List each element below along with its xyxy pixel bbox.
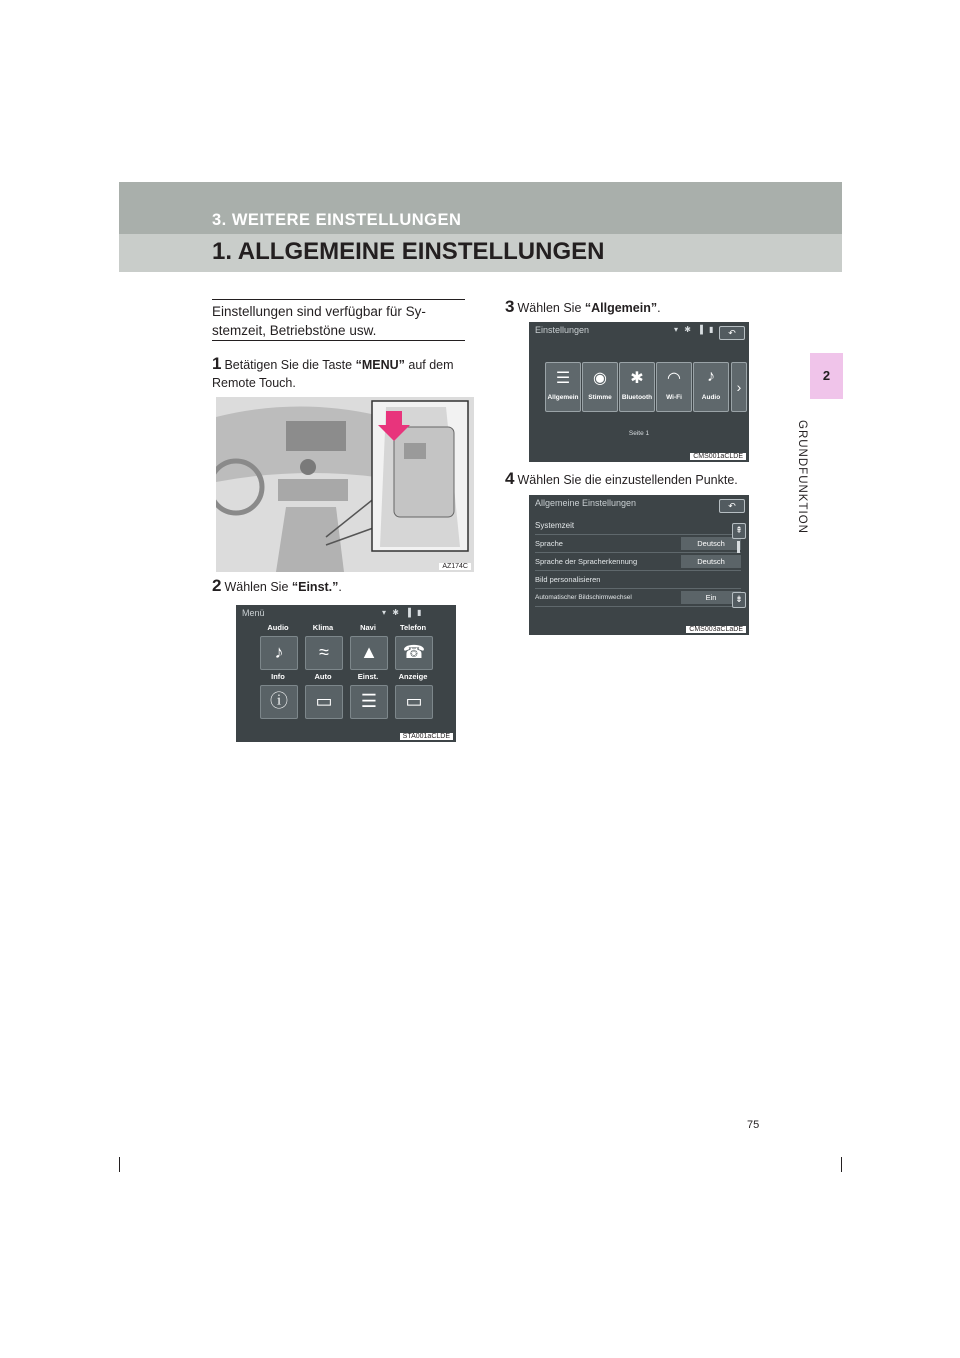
- chapter-tab: 2: [810, 353, 843, 399]
- step-keyword: “MENU”: [355, 358, 405, 372]
- menu-screen: [236, 605, 456, 742]
- car-icon[interactable]: ▭: [305, 685, 343, 719]
- menu-label-anzeige: Anzeige: [398, 672, 428, 681]
- settings-screen: [529, 322, 749, 462]
- step-text: Wählen Sie die einzustellenden Punkte.: [517, 473, 738, 487]
- step-keyword: “Allgemein”: [584, 301, 658, 315]
- systemzeit-row[interactable]: Systemzeit: [535, 517, 741, 535]
- step-4: [505, 470, 780, 489]
- allgemein-button[interactable]: ☰ Allgemein: [545, 362, 581, 412]
- sprache-row[interactable]: Sprache Deutsch: [535, 535, 741, 553]
- next-page-chevron-icon[interactable]: ›: [731, 362, 747, 412]
- step-text: Betätigen Sie die Taste: [224, 358, 356, 372]
- scroll-down-icon[interactable]: ⇟: [732, 592, 746, 608]
- step-2: [212, 577, 465, 596]
- bluetooth-button[interactable]: ✱ Bluetooth: [619, 362, 655, 412]
- step-text: auf dem Remote Touch.: [212, 358, 454, 390]
- settings-icon[interactable]: ☰: [350, 685, 388, 719]
- spracherkennung-value: Deutsch: [681, 555, 741, 568]
- step-number: 4: [505, 469, 515, 488]
- screen-title: Einstellungen: [535, 325, 590, 335]
- screen-title: Menü: [242, 608, 265, 618]
- menu-label-audio: Audio: [267, 623, 289, 632]
- step-text: Wählen Sie: [224, 580, 292, 594]
- sprache-value: Deutsch: [681, 537, 741, 550]
- remote-touch-figure: [216, 397, 474, 572]
- step-number: 2: [212, 576, 222, 595]
- step-number: 3: [505, 297, 515, 316]
- figure-code: STA001aCLDE: [400, 733, 453, 740]
- figure-code: CMS003aCLaDE: [686, 626, 746, 633]
- step-keyword: “Einst.”: [291, 580, 339, 594]
- step-text: Wählen Sie: [517, 301, 585, 315]
- voice-icon: ◉: [593, 370, 607, 387]
- wifi-icon: ◠: [667, 370, 681, 387]
- page-number: 75: [747, 1119, 760, 1131]
- wifi-button[interactable]: ◠ Wi-Fi: [656, 362, 692, 412]
- climate-icon[interactable]: ≈: [305, 636, 343, 670]
- phone-icon[interactable]: ☎: [395, 636, 433, 670]
- info-box: Einstellungen sind verfügbar für Sy-stemzeit, Betriebstöne usw.: [212, 299, 465, 341]
- navigation-icon[interactable]: ▲: [350, 636, 388, 670]
- bild-personalisieren-row[interactable]: Bild personalisieren: [535, 571, 741, 589]
- dashboard-illustration: [216, 397, 474, 572]
- crop-mark: [119, 1157, 120, 1172]
- menu-label-auto: Auto: [314, 672, 332, 681]
- figure-code: AZ174C: [439, 563, 471, 570]
- step-number: 1: [212, 354, 222, 373]
- menu-label-klima: Klima: [312, 623, 334, 632]
- menu-label-telefon: Telefon: [399, 623, 427, 632]
- page-indicator: Seite 1: [628, 430, 650, 437]
- screen-title: Allgemeine Einstellungen: [535, 498, 637, 508]
- back-button[interactable]: ↶: [719, 499, 745, 513]
- bluetooth-icon: ✱: [630, 370, 644, 387]
- menu-label-einst: Einst.: [357, 672, 379, 681]
- back-button[interactable]: ↶: [719, 326, 745, 340]
- general-settings-screen: [529, 495, 749, 635]
- scrollbar-thumb[interactable]: [737, 541, 740, 553]
- step-1: [212, 355, 465, 392]
- info-icon[interactable]: ⓘ: [260, 685, 298, 719]
- chapter-title: 1. ALLGEMEINE EINSTELLUNGEN: [212, 238, 605, 265]
- scroll-up-icon[interactable]: ⇞: [732, 523, 746, 539]
- figure-code: CMS001aCLDE: [690, 453, 746, 460]
- step-text: .: [338, 580, 342, 594]
- step-text: .: [657, 301, 661, 315]
- status-icons: ▾ ✱ ▐ ▮: [674, 325, 716, 334]
- stimme-button[interactable]: ◉ Stimme: [582, 362, 618, 412]
- status-icons: ▾ ✱ ▐ ▮: [382, 608, 424, 617]
- audio-note-icon[interactable]: ♪: [260, 636, 298, 670]
- chapter-tab-label: GRUNDFUNKTION: [796, 420, 808, 534]
- settings-icon: ☰: [555, 370, 571, 387]
- audio-button[interactable]: ♪ Audio: [693, 362, 729, 412]
- step-3: [505, 298, 775, 317]
- display-icon[interactable]: ▭: [395, 685, 433, 719]
- section-title: 3. WEITERE EINSTELLUNGEN: [212, 211, 462, 229]
- crop-mark: [841, 1157, 842, 1172]
- menu-label-info: Info: [271, 672, 285, 681]
- spracherkennung-row[interactable]: Sprache der Spracherkennung Deutsch: [535, 553, 741, 571]
- menu-label-navi: Navi: [360, 623, 376, 632]
- bildschirmwechsel-row[interactable]: Automatischer Bildschirmwechsel Ein: [535, 589, 741, 607]
- bildschirmwechsel-value: Ein: [681, 591, 741, 604]
- audio-note-icon: ♪: [707, 368, 715, 385]
